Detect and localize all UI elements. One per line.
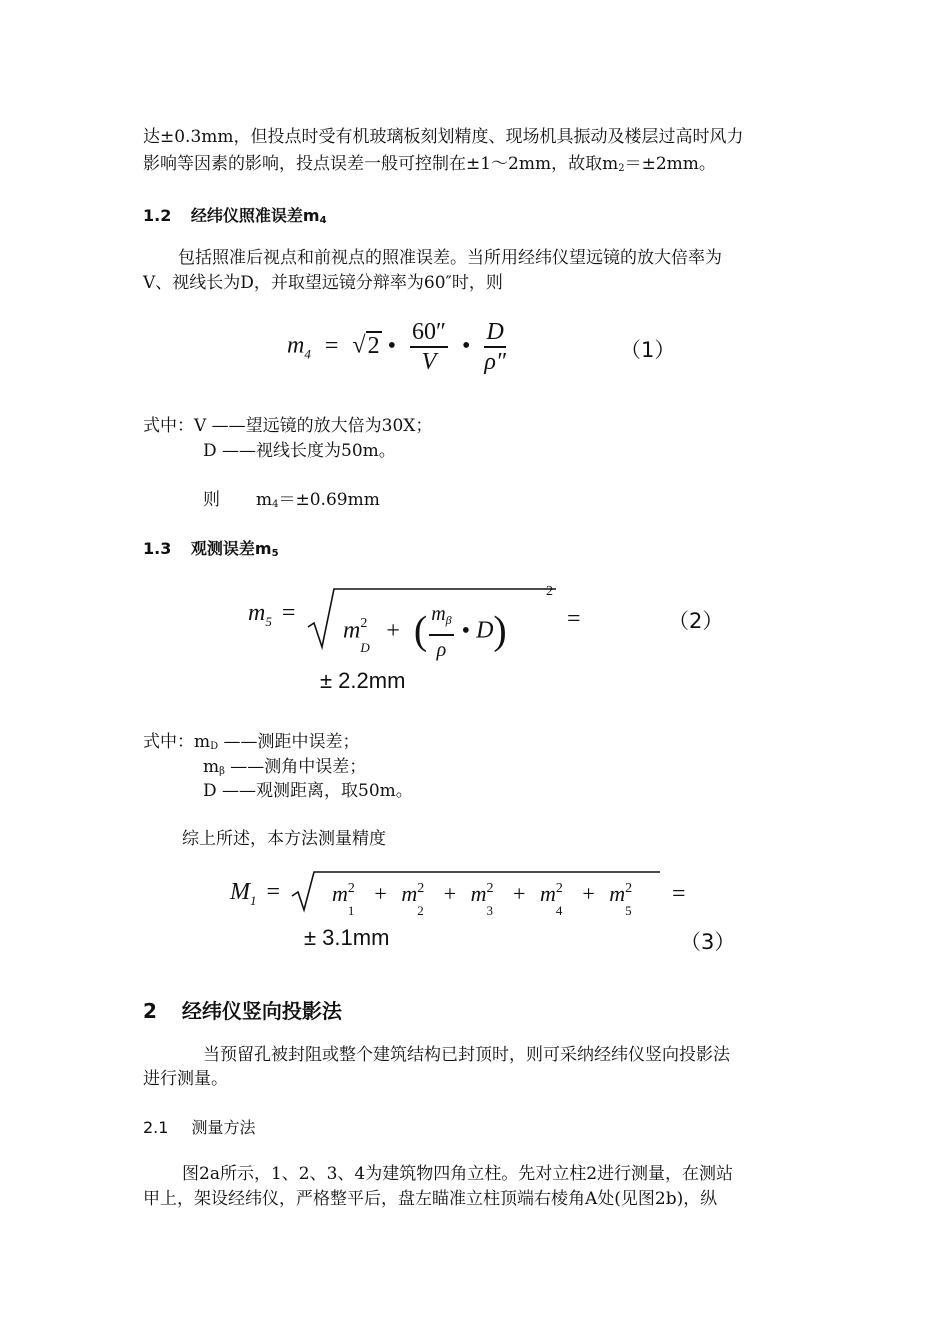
equation-2: [248, 600, 299, 630]
eq1-frac2-num: D: [484, 318, 506, 348]
eq1-sqrt-arg: 2: [367, 332, 380, 359]
para2-line1: 包括照准后视点和前视点的照准误差。当所用经纬仪望远镜的放大倍率为: [178, 248, 722, 268]
section-1-3-title: 观测误差m: [190, 539, 272, 558]
where2-item1-desc: ——测距中误差；: [218, 732, 360, 752]
section-1-2-number: 1.2: [143, 206, 172, 225]
eq2-label: （2）: [668, 609, 724, 633]
where2-line3: D ——观测距离，取50m。: [203, 781, 413, 801]
where2-item2-sub: β: [219, 766, 225, 777]
para3-line1: 当预留孔被封阻或整个建筑结构已封顶时，则可采纳经纬仪竖向投影法: [203, 1045, 730, 1065]
eq2-term1-sup: 2: [360, 615, 368, 631]
eq3-lhs-sub: 1: [250, 893, 257, 908]
equation-3: [230, 879, 284, 909]
section-1-2-title: 经纬仪照准误差m: [190, 206, 320, 225]
eq3-term-1: m 2 1: [332, 881, 355, 918]
eq2-frac-den: ρ: [436, 639, 447, 661]
section-1-2-sub: 4: [319, 215, 327, 226]
section-2-heading: [143, 995, 342, 1024]
para2-line2: V、视线长为D，并取望远镜分辩率为60″时，则: [143, 273, 503, 293]
eq1-sqrt: √2: [352, 332, 380, 359]
where1-result: [203, 487, 380, 518]
section-2-number: 2: [143, 999, 157, 1023]
eq3-label: （3）: [680, 930, 736, 954]
para1-line2-text: 影响等因素的影响，投点误差一般可控制在±1～2mm，故取m: [143, 154, 619, 174]
eq2-lhs-sub: 5: [265, 614, 272, 629]
where1-value-sub: 4: [272, 499, 279, 510]
eq2-term-d: D: [476, 617, 494, 644]
eq2-fraction: [429, 600, 453, 664]
where1-value: m: [256, 490, 273, 510]
where1-item2: D ——视线长度为50m。: [203, 441, 396, 461]
eq1-fraction-2: [484, 318, 506, 376]
eq3-equals2: =: [672, 881, 686, 907]
section-1-3-number: 1.3: [143, 539, 172, 558]
where1-prefix: 式中：: [143, 416, 194, 436]
eq1-equals: =: [324, 332, 339, 359]
section-1-3-sub: 5: [271, 548, 279, 559]
eq2-result: ± 2.2mm: [320, 668, 406, 693]
eq2-radicand: m 2 D + ( $\frac{m_\beta}{\rho}$ • D): [343, 600, 507, 664]
where2-prefix: 式中：: [143, 732, 194, 752]
eq3-equals: =: [266, 879, 281, 905]
eq3-plus-4: +: [582, 881, 595, 906]
eq1-frac1-den: V: [421, 349, 437, 375]
eq3-lhs: M: [230, 879, 250, 905]
eq3-term-2: m 2 2: [401, 881, 425, 918]
eq3-plus-1: +: [374, 881, 387, 906]
para3-line2: 进行测量。: [143, 1069, 228, 1089]
eq2-term1: m: [343, 617, 361, 644]
eq3-radicand: [332, 881, 637, 918]
para4-line2: 甲上，架设经纬仪，严格整平后，盘左瞄准立柱顶端右棱角A处(见图2b)，纵: [143, 1189, 718, 1209]
eq1-frac1-num: 60″: [410, 318, 448, 348]
para1-line2: [143, 151, 716, 182]
eq2-equals2: =: [567, 606, 581, 632]
eq1-lhs: m: [287, 332, 305, 359]
section-2-1-number: 2.1: [143, 1118, 169, 1137]
where2-item2-desc: ——测角中误差；: [224, 757, 367, 777]
eq3-term-5: m 2 5: [609, 881, 633, 918]
para1-line2-tail: ＝±2mm。: [624, 154, 716, 174]
eq2-frac-num: m: [431, 603, 446, 625]
eq2-equals: =: [281, 600, 296, 626]
eq2-frac-num-sub: β: [445, 613, 452, 627]
eq3-plus-2: +: [443, 881, 457, 906]
eq2-plus: +: [386, 617, 400, 644]
where1-then: 则: [203, 490, 220, 510]
eq1-label: （1）: [620, 338, 676, 362]
eq2-term1-sub: D: [360, 639, 370, 655]
section-1-2-heading: [143, 203, 327, 226]
section-2-title: 经纬仪竖向投影法: [181, 999, 342, 1023]
equation-1: $m_4 = √2$ • $\frac{60''}{V}$ • $\frac{D}{\rho''}$: [287, 319, 506, 375]
where2-item2: m: [203, 757, 220, 777]
eq3-term-3: m 2 3: [470, 881, 494, 918]
para1-line1: 达±0.3mm，但投点时受有机玻璃板刻划精度、现场机具振动及楼层过高时风力: [143, 127, 744, 147]
para1-line2-sub: 2: [618, 163, 625, 174]
eq1-frac2-den: ρ″: [484, 349, 506, 375]
eq3-term-4: m 2 4: [539, 881, 563, 918]
section-2-1-title: 测量方法: [191, 1118, 256, 1137]
where1-value-tail: ＝±0.69mm: [278, 490, 380, 510]
eq3-result: ± 3.1mm: [304, 925, 390, 950]
where1-line1: [143, 413, 432, 439]
summary-line: 综上所述，本方法测量精度: [182, 829, 386, 849]
where2-item1-sub: D: [210, 741, 219, 752]
eq2-outer-sup: 2: [546, 584, 553, 599]
section-2-1-heading: [143, 1115, 256, 1138]
eq1-fraction-1: [410, 318, 448, 376]
eq2-lhs: m: [248, 600, 266, 626]
eq1-lhs-sub: 4: [304, 346, 311, 362]
section-1-3-heading: [143, 536, 279, 559]
where2-item1: m: [194, 732, 211, 752]
where1-item1: V ——望远镜的放大倍为30X；: [194, 416, 433, 436]
eq3-plus-3: +: [513, 881, 526, 906]
para4-line1: 图2a所示，1、2、3、4为建筑物四角立柱。先对立柱2进行测量，在测站: [182, 1164, 734, 1184]
